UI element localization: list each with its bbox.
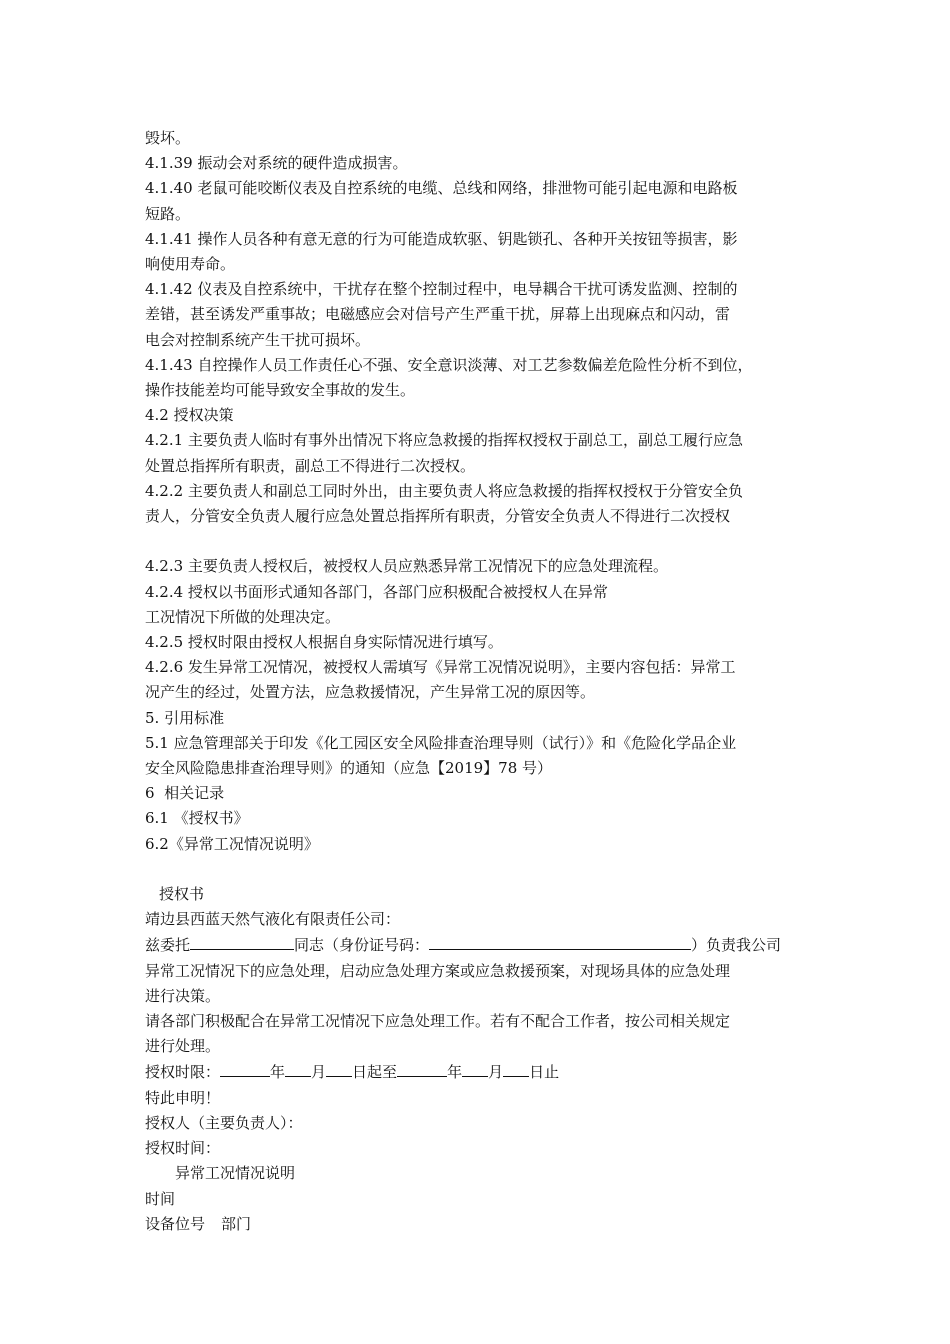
start-year-blank — [220, 1059, 270, 1077]
clause-4-1-39: 4.1.39 振动会对系统的硬件造成损害。 — [145, 154, 408, 173]
section-heading-4-2: 4.2 授权决策 — [145, 406, 234, 425]
year-label: 年 — [270, 1063, 286, 1082]
section-heading-5: 5. 引用标准 — [145, 708, 225, 727]
document-page — [145, 126, 815, 1237]
device-label: 设备位号 — [145, 1214, 206, 1233]
entrust-suffix: ）负责我公司 — [691, 936, 782, 955]
time-label: 时间 — [145, 1189, 176, 1208]
clause-4-1-40: 4.1.40 老鼠可能咬断仪表及自控系统的电缆、总线和网络，排泄物可能引起电源和电路板 — [145, 179, 738, 198]
text-line: 响使用寿命。 — [145, 255, 236, 274]
period-label: 授权时限： — [145, 1063, 221, 1082]
text-line: 短路。 — [145, 204, 191, 223]
end-month-blank — [462, 1059, 488, 1077]
end-year-blank — [397, 1059, 447, 1077]
text-line: 安全风险隐患排查治理导则》的通知（应急【2019】78 号） — [145, 759, 553, 778]
clause-4-2-1: 4.2.1 主要负责人临时有事外出情况下将应急救援的指挥权授权于副总工，副总工履行应急 — [145, 431, 743, 450]
abnormal-form-title: 异常工况情况说明 — [175, 1164, 296, 1183]
auth-letter-body: 进行决策。 — [145, 986, 221, 1005]
section-heading-6: 6 相关记录 — [145, 784, 225, 803]
clause-4-1-42: 4.1.42 仪表及自控系统中，干扰存在整个控制过程中，电导耦合干扰可诱发监测、控制的 — [145, 280, 738, 299]
clause-5-1: 5.1 应急管理部关于印发《化工园区安全风险排查治理导则（试行）》和《危险化学品企业 — [145, 733, 737, 752]
auth-letter-body: 进行处理。 — [145, 1037, 221, 1056]
id-number-blank — [429, 932, 691, 950]
clause-4-2-5: 4.2.5 授权时限由授权人根据自身实际情况进行填写。 — [145, 633, 503, 652]
text-line: 工况情况下所做的处理决定。 — [145, 607, 341, 626]
end-day-blank — [503, 1059, 529, 1077]
day-from-label: 日起至 — [352, 1063, 398, 1082]
start-month-blank — [285, 1059, 311, 1077]
entrust-prefix: 兹委托 — [145, 936, 191, 955]
blank-line — [145, 529, 815, 554]
month-label: 月 — [311, 1063, 327, 1082]
text-line: 况产生的经过，处置方法，应急救援情况，产生异常工况的原因等。 — [145, 683, 596, 702]
blank-line — [145, 857, 815, 882]
entrust-mid: 同志（身份证号码： — [294, 936, 430, 955]
text-line: 责人，分管安全负责人履行应急处置总指挥所有职责，分管安全负责人不得进行二次授权 — [145, 507, 731, 526]
day-to-label: 日止 — [529, 1063, 560, 1082]
text-line: 毁坏。 — [145, 129, 191, 147]
auth-period-line — [145, 1059, 815, 1085]
declaration: 特此申明！ — [145, 1088, 221, 1107]
month-label: 月 — [488, 1063, 504, 1082]
record-6-1: 6.1 《授权书》 — [145, 809, 249, 828]
auth-letter-body: 请各部门积极配合在异常工况情况下应急处理工作。若有不配合工作者，按公司相关规定 — [145, 1012, 731, 1031]
clause-4-2-6: 4.2.6 发生异常工况情况，被授权人需填写《异常工况情况说明》，主要内容包括：异常工 — [145, 658, 736, 677]
auth-letter-body: 异常工况情况下的应急处理，启动应急处理方案或应急救援预案，对现场具体的应急处理 — [145, 961, 731, 980]
clause-4-2-4: 4.2.4 授权以书面形式通知各部门，各部门应积极配合被授权人在异常 — [145, 582, 608, 601]
auth-letter-title: 授权书 — [159, 885, 205, 904]
grantor-label: 授权人（主要负责人）： — [145, 1113, 303, 1132]
text-line: 操作技能差均可能导致安全事故的发生。 — [145, 381, 416, 400]
auth-letter-entrust-line — [145, 932, 815, 958]
year-label: 年 — [447, 1063, 463, 1082]
text-line: 处置总指挥所有职责，副总工不得进行二次授权。 — [145, 456, 476, 475]
clause-4-2-3: 4.2.3 主要负责人授权后，被授权人员应熟悉异常工况情况下的应急处理流程。 — [145, 557, 668, 576]
clause-4-1-41: 4.1.41 操作人员各种有意无意的行为可能造成软驱、钥匙锁孔、各种开关按钮等损害，影 — [145, 229, 738, 248]
device-dept-line — [145, 1212, 815, 1237]
clause-4-2-2: 4.2.2 主要负责人和副总工同时外出，由主要负责人将应急救援的指挥权授权于分管安全负 — [145, 481, 743, 500]
clause-4-1-43: 4.1.43 自控操作人员工作责任心不强、安全意识淡薄、对工艺参数偏差危险性分析不到位， — [145, 355, 753, 374]
grant-time-label: 授权时间： — [145, 1139, 221, 1158]
start-day-blank — [326, 1059, 352, 1077]
auth-letter-addressee: 靖边县西蓝天然气液化有限责任公司： — [145, 910, 401, 929]
text-line: 电会对控制系统产生干扰可损坏。 — [145, 330, 371, 349]
dept-label: 部门 — [221, 1214, 252, 1233]
text-line: 差错，甚至诱发严重事故；电磁感应会对信号产生严重干扰，屏幕上出现麻点和闪动，雷 — [145, 305, 731, 324]
delegate-name-blank — [190, 932, 294, 950]
record-6-2: 6.2《异常工况情况说明》 — [145, 834, 319, 853]
